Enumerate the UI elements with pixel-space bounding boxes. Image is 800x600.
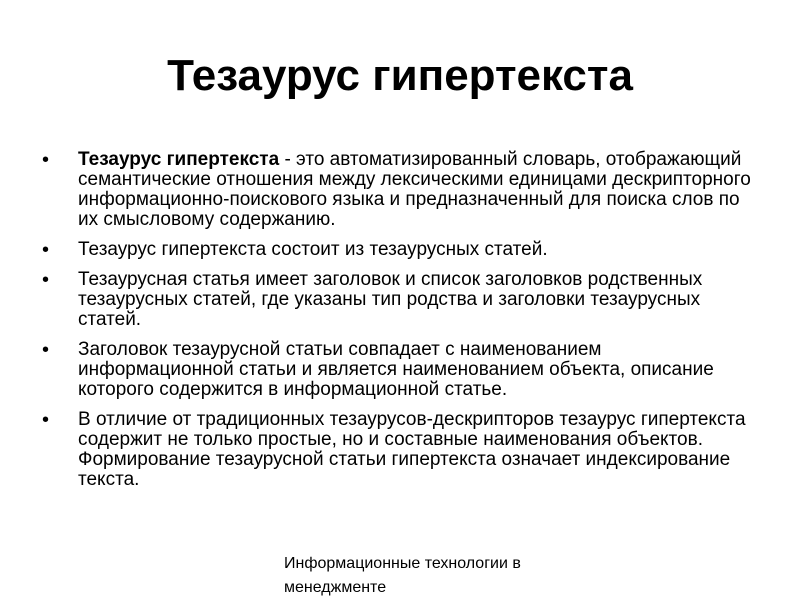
- bullet-list: [42, 150, 754, 500]
- bullet-text: Тезаурусная статья имеет заголовок и список заголовков родственных тезаурусных статей, где указаны тип родства и заголовки тезаурусных статей.: [78, 269, 703, 330]
- bullet-item: [42, 270, 754, 330]
- bullet-item: [42, 410, 754, 490]
- bullet-item: [42, 340, 754, 400]
- bullet-dot-icon: •: [42, 409, 50, 431]
- bullet-item: [42, 150, 754, 230]
- slide-footer: Информационные технологии в менеджменте: [284, 555, 521, 596]
- bullet-dot-icon: •: [42, 269, 50, 291]
- bullet-item: [42, 240, 754, 260]
- bullet-text: - это автоматизированный словарь, отображающий семантические отношения между лексическими единицами дескрипторного информационно-поискового языка и предназначенный для поиска слов по их смысловому содержанию.: [78, 149, 751, 230]
- bullet-dot-icon: •: [42, 239, 50, 261]
- bullet-text: В отличие от традиционных тезаурусов-дескрипторов тезаурус гипертекста содержит не только простые, но и составные наименования объектов. Формирование тезаурусной статьи гипертекста означает индексирование текста.: [78, 409, 746, 490]
- bullet-text: Тезаурус гипертекста состоит из тезаурусных статей.: [78, 239, 548, 260]
- bullet-term: Тезаурус гипертекста: [78, 149, 280, 170]
- bullet-dot-icon: •: [42, 149, 50, 171]
- bullet-text: Заголовок тезаурусной статьи совпадает с наименованием информационной статьи и является наименованием объекта, описание которого содержится в информационной статье.: [78, 339, 714, 400]
- slide-title: Тезаурус гипертекста: [167, 51, 633, 100]
- bullet-dot-icon: •: [42, 339, 50, 361]
